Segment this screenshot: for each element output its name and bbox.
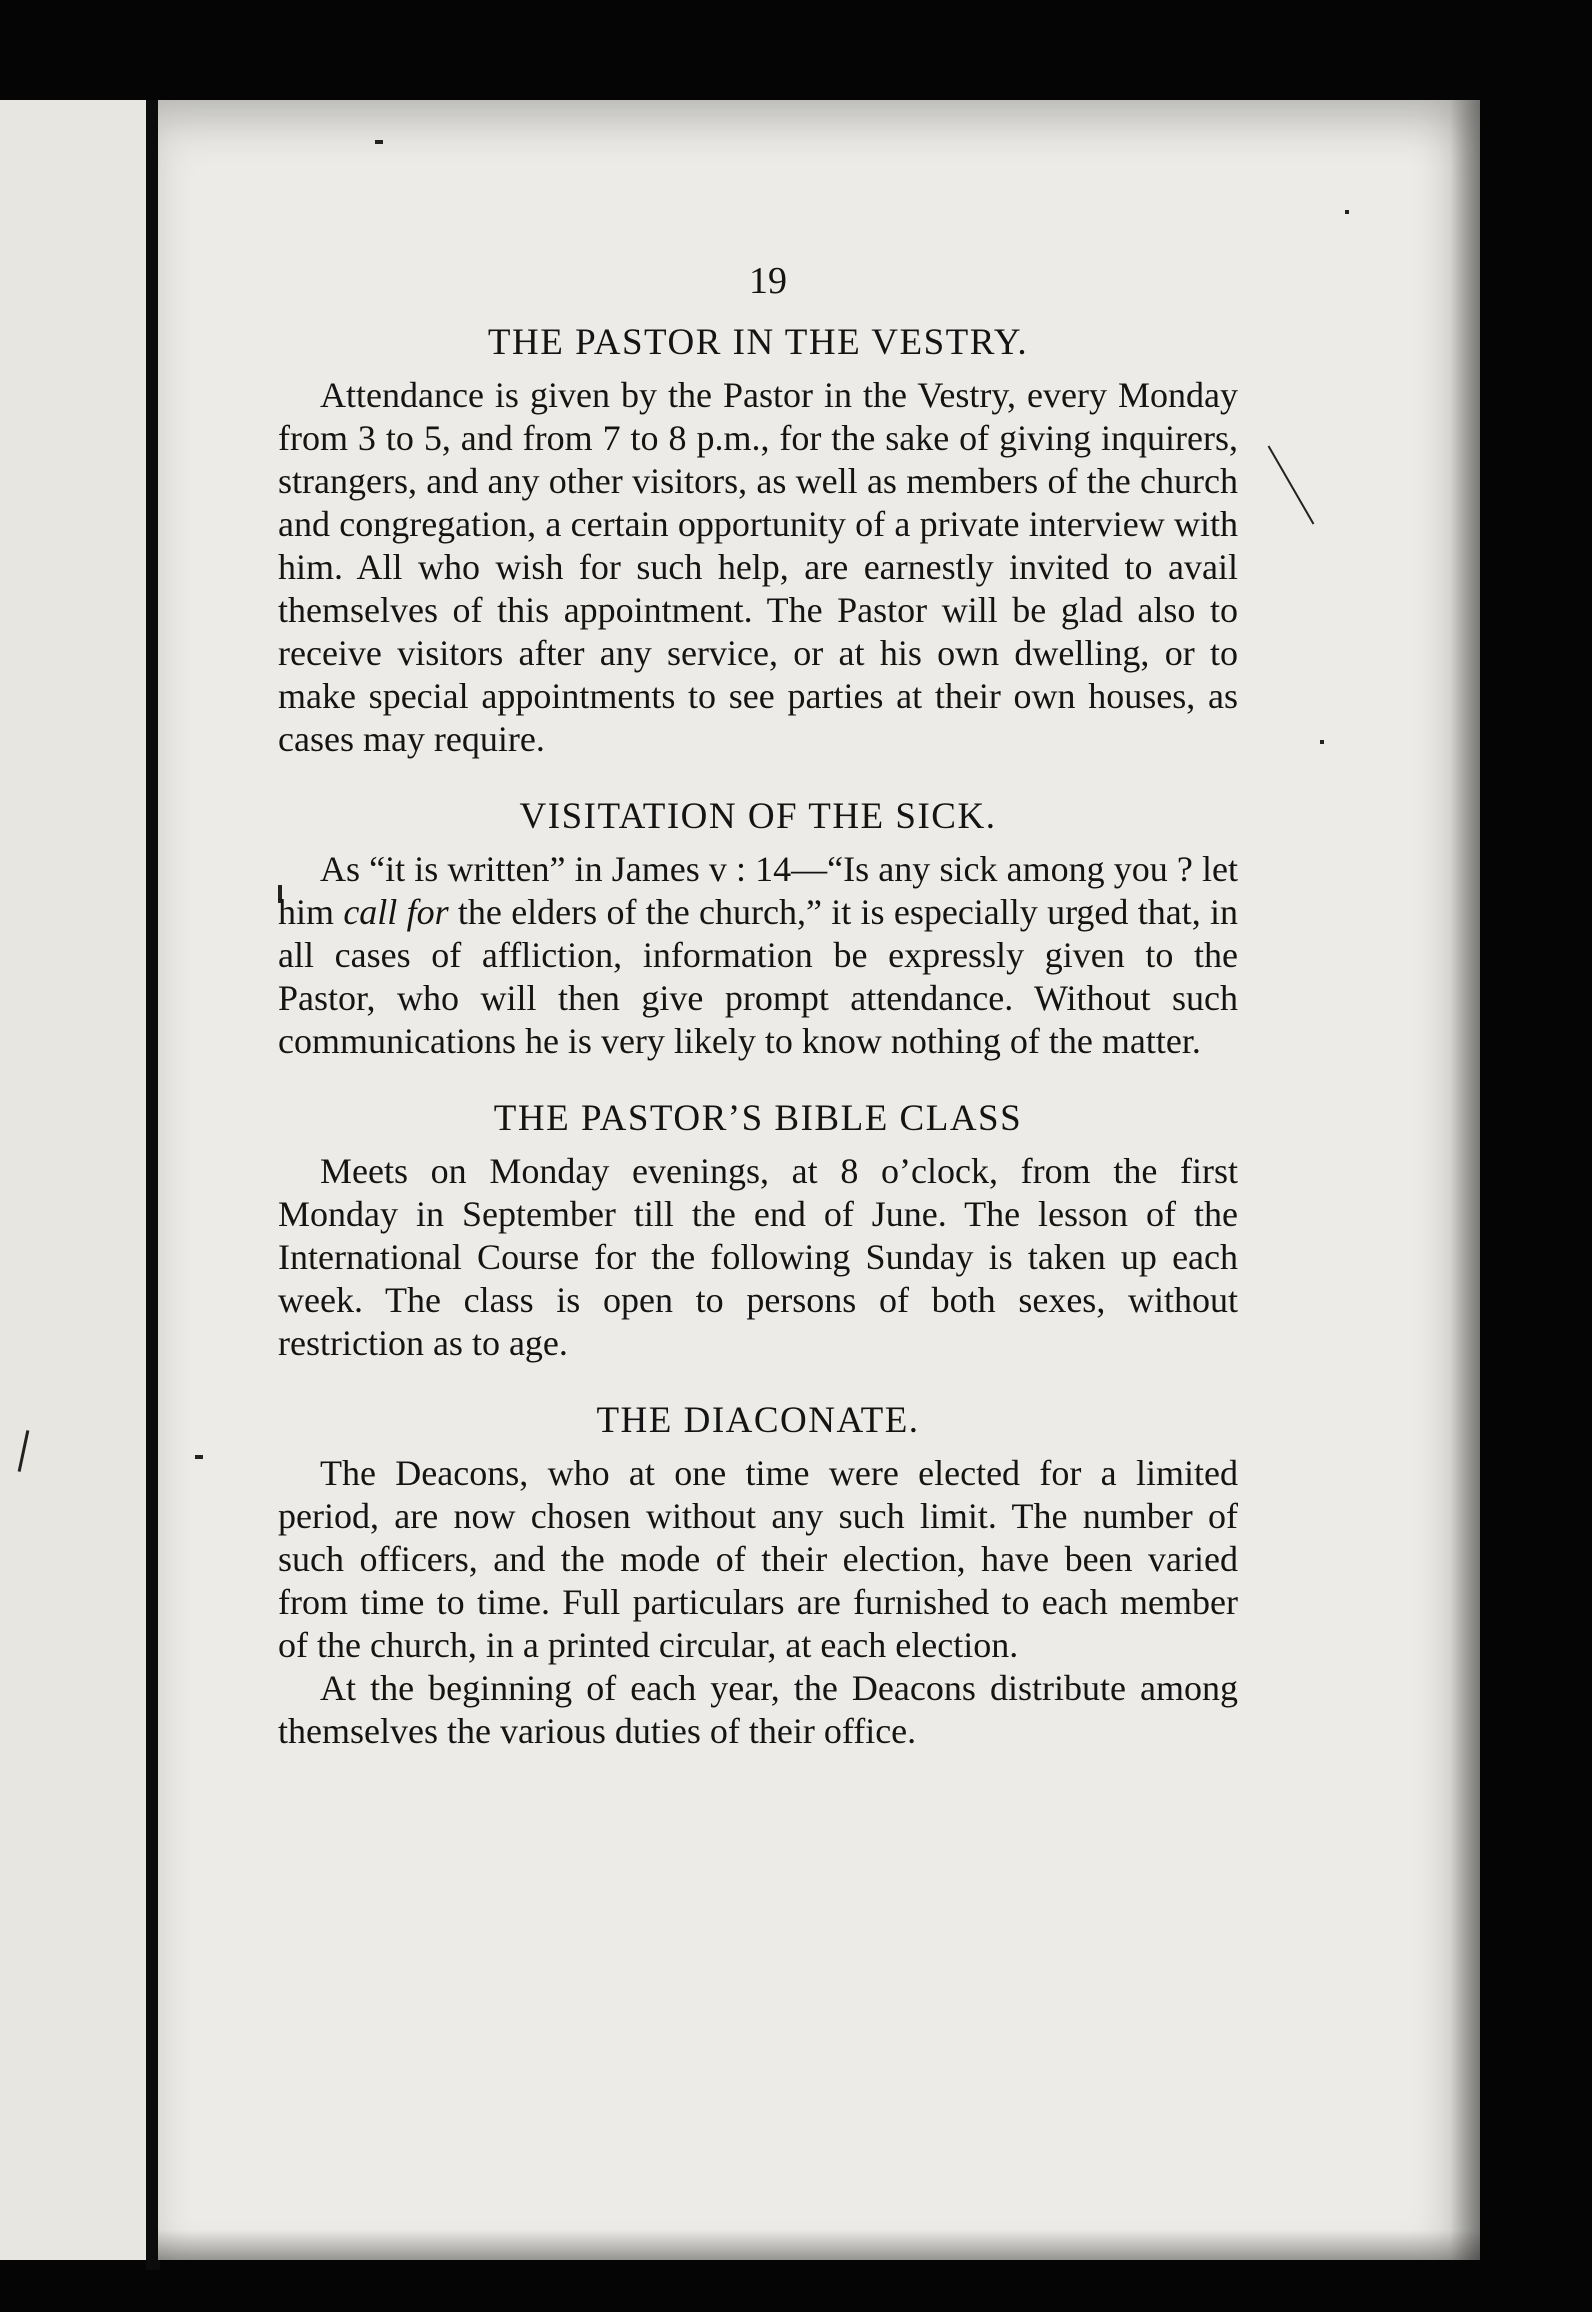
paragraph-text: As “it is written” in James v : 14—“Is any sick among you ? let him — [278, 849, 1238, 932]
section-pastor-in-vestry — [278, 321, 1238, 761]
section-heading: THE PASTOR IN THE VESTRY. — [487, 322, 1029, 363]
emphasized-text: call for — [343, 892, 449, 932]
section-paragraph — [278, 848, 1238, 1063]
paragraph-text: the elders of the church,” it is especially urged that, in all cases of affliction, information be expressly given to the Pastor, who will then give prompt attendance. Without such communications he is very likely to know nothing of the matter. — [278, 892, 1238, 1061]
section-heading: THE DIACONATE. — [596, 1400, 920, 1441]
section-heading: VISITATION OF THE SICK. — [519, 796, 997, 837]
section-heading: THE PASTOR’S BIBLE CLASS — [493, 1098, 1023, 1139]
facing-page-edge — [0, 100, 150, 2260]
section-visitation-of-sick — [278, 795, 1238, 1063]
page-shadow-bottom — [158, 2230, 1480, 2260]
section-paragraph: The Deacons, who at one time were elected for a limited period, are now chosen without any such limit. The number of such officers, and the mode of their election, have been varied from time to time. Full particulars are furnished to each member of the church, in a printed circular, at each election. — [278, 1453, 1238, 1665]
section-paragraph: At the beginning of each year, the Deacons distribute among themselves the various duties of their office. — [278, 1668, 1238, 1751]
section-paragraph: Attendance is given by the Pastor in the Vestry, every Monday from 3 to 5, and from 7 to 8 p.m., for the sake of giving inquirers, strangers, and any other visitors, as well as members of the church and congregation, a certain opportunity of a private interview with him. All who wish for such help, are earnestly invited to avail themselves of this appointment. The Pastor will be glad also to receive visitors after any service, or at his own dwelling, or to make special appointments to see parties at their own houses, as cases may require. — [278, 375, 1238, 759]
page-text — [278, 250, 1238, 1787]
page-shadow-right — [1450, 100, 1480, 2260]
section-paragraph: Meets on Monday evenings, at 8 o’clock, from the first Monday in September till the end of June. The lesson of the International Course for the following Sunday is taken up each week. The class is open to persons of both sexes, without restriction as to age. — [278, 1151, 1238, 1363]
section-diaconate — [278, 1399, 1238, 1753]
section-bible-class — [278, 1097, 1238, 1365]
page-number: 19 — [749, 260, 787, 302]
